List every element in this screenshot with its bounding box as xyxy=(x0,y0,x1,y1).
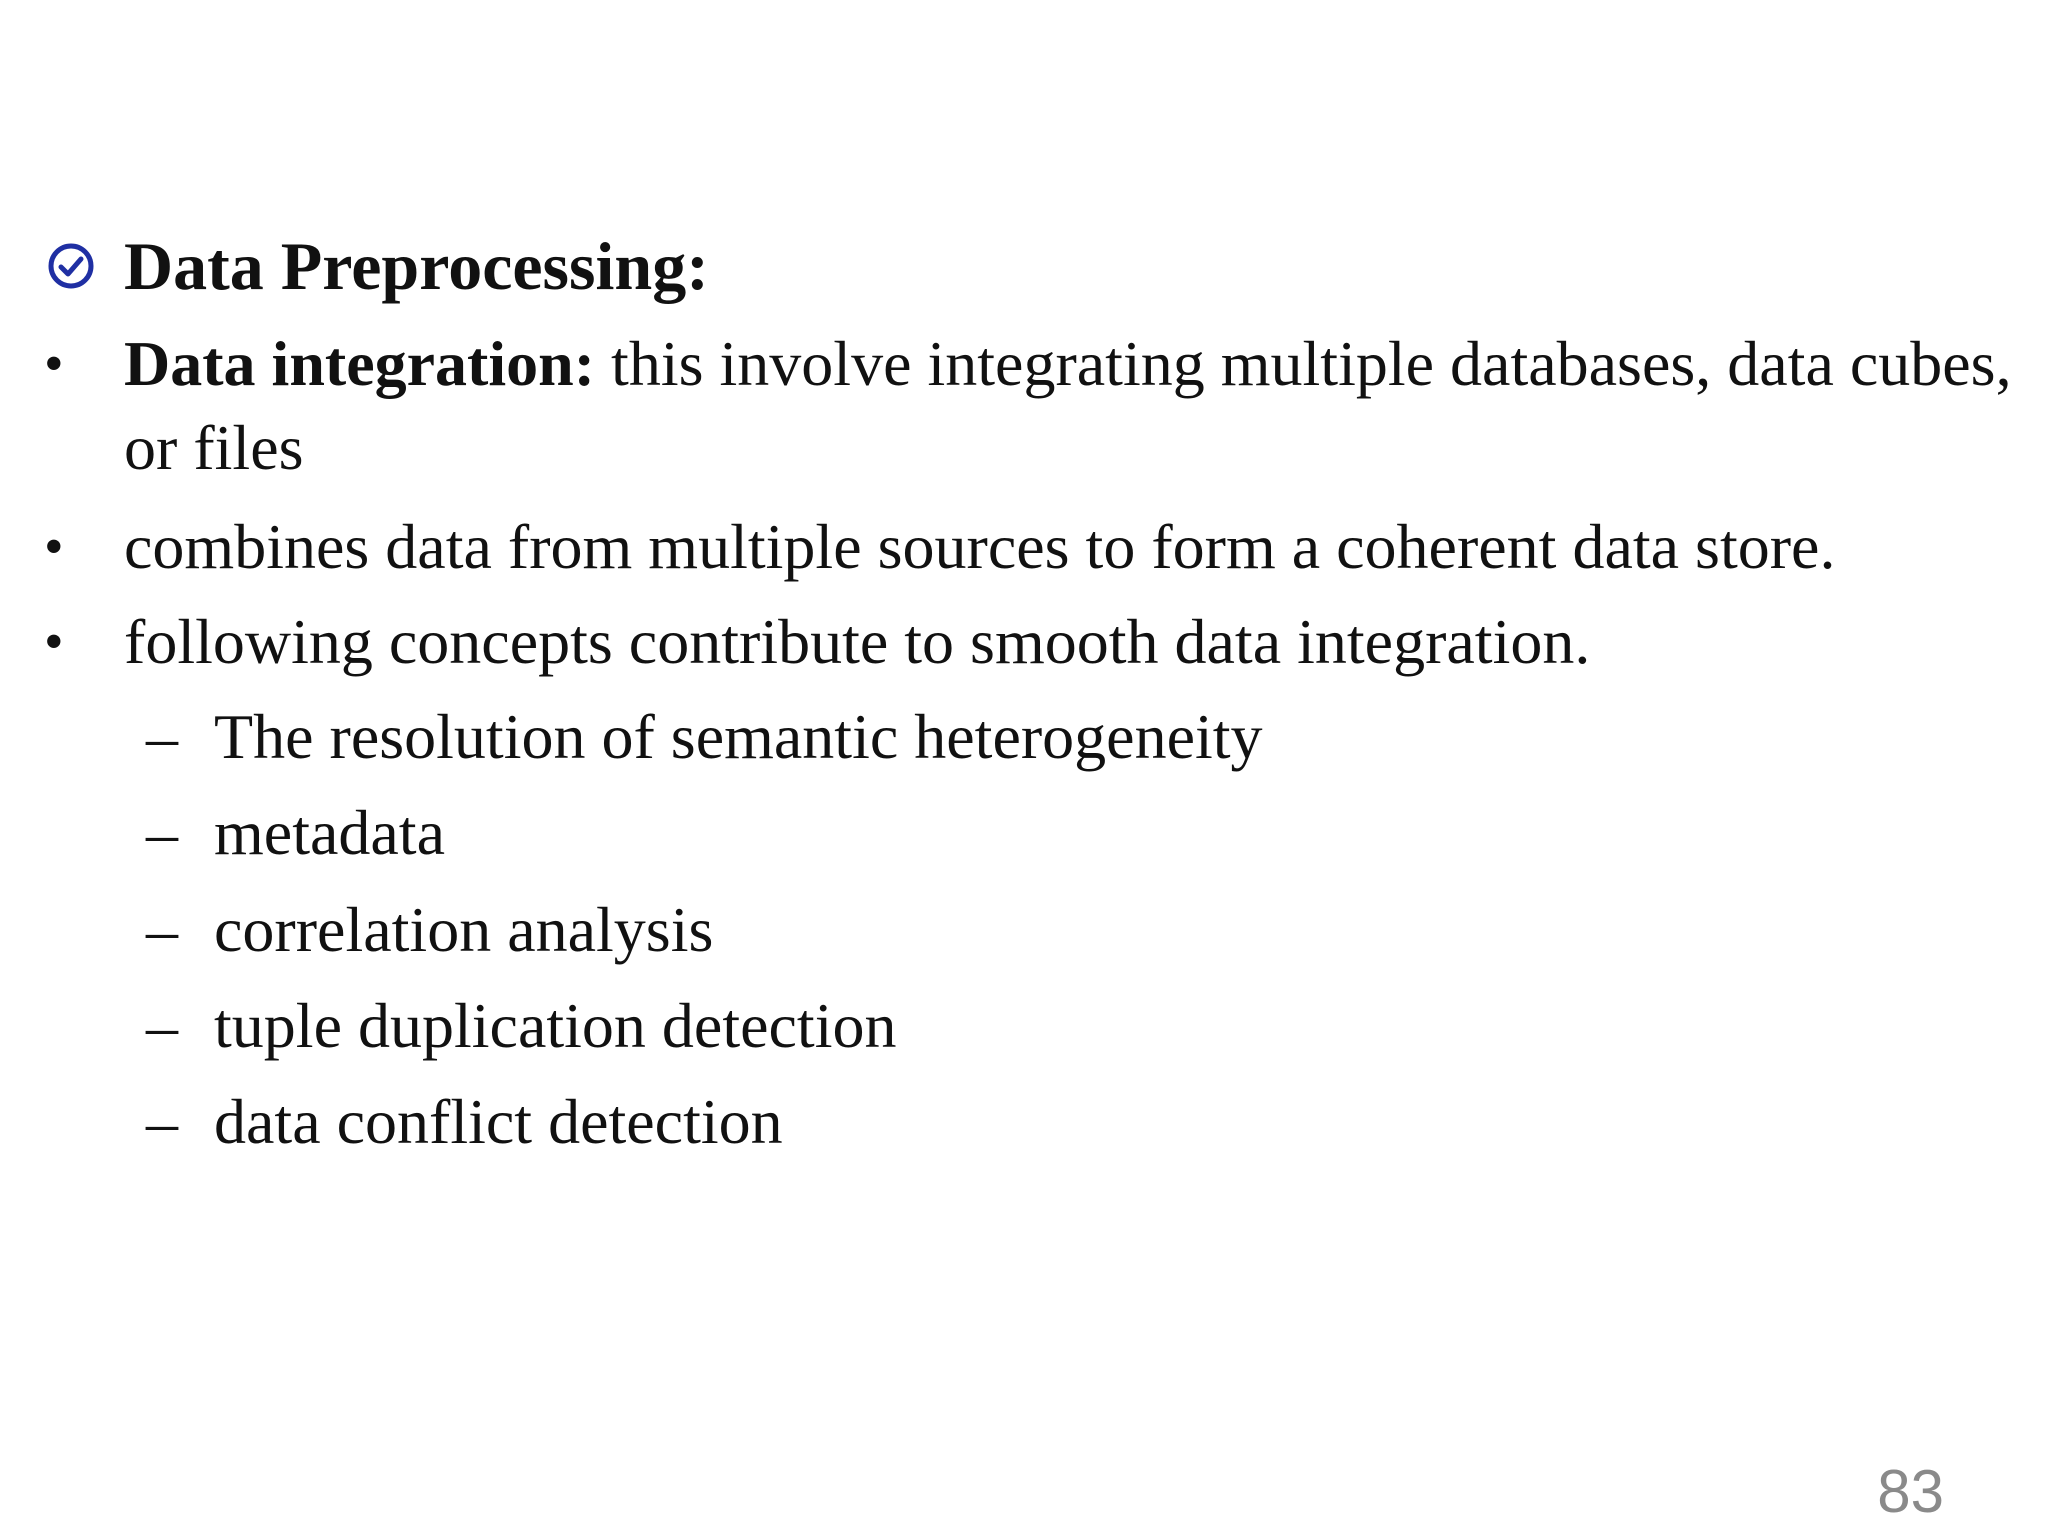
sub-item-text: correlation analysis xyxy=(214,894,714,965)
bullet-body: this involve integrating multiple databases, data cubes, or files xyxy=(124,328,2012,483)
dash-marker: – xyxy=(146,1086,178,1157)
sub-list-item xyxy=(146,888,1946,978)
bullet-marker: • xyxy=(44,516,64,578)
sub-list-item xyxy=(146,984,1946,1074)
sub-item-text: data conflict detection xyxy=(214,1086,783,1157)
sub-list-item xyxy=(146,695,1946,785)
dash-marker: – xyxy=(146,701,178,772)
sub-item-text: The resolution of semantic heterogeneity xyxy=(214,701,1263,772)
heading-text: Data Preprocessing: xyxy=(124,228,709,304)
bullet-marker: • xyxy=(44,333,64,395)
bullet-body: combines data from multiple sources to form a coherent data store. xyxy=(124,511,1836,582)
sub-list-item xyxy=(146,791,1946,881)
bullet-lead: Data integration: xyxy=(124,328,596,399)
sub-item-text: metadata xyxy=(214,797,445,868)
bullet-text xyxy=(124,600,2024,684)
bullet-body: following concepts contribute to smooth data integration. xyxy=(124,606,1591,677)
dash-marker: – xyxy=(146,894,178,965)
check-circle-icon xyxy=(44,239,98,293)
bullet-text xyxy=(124,505,2024,589)
bullet-marker: • xyxy=(44,611,64,673)
dash-marker: – xyxy=(146,990,178,1061)
page-number: 83 xyxy=(1877,1458,1944,1525)
sub-list-item xyxy=(146,1080,1946,1170)
bullet-text xyxy=(124,322,2024,490)
sub-item-text: tuple duplication detection xyxy=(214,990,897,1061)
dash-marker: – xyxy=(146,797,178,868)
slide-heading xyxy=(44,226,709,306)
